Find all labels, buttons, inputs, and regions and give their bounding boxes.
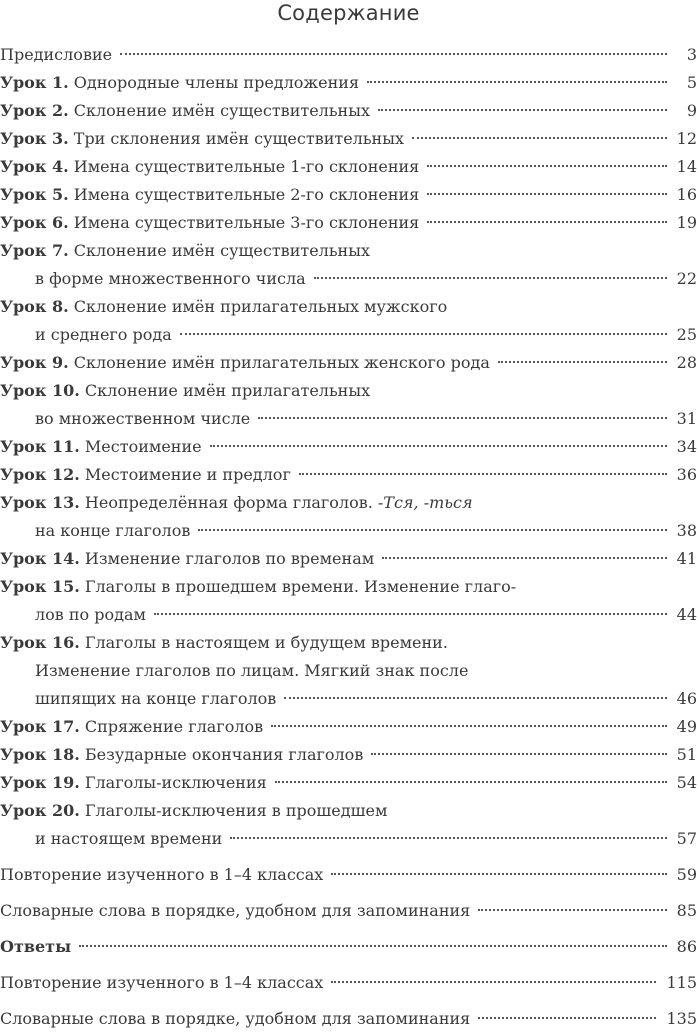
page-number: 22 — [676, 269, 697, 288]
entry-text: Повторение изученного в 1–4 классах — [0, 865, 324, 884]
page-number: 57 — [676, 829, 697, 848]
entry-text: Глаголы в настоящем и будущем времени. — [84, 633, 448, 652]
entry-text: Безударные окончания глаголов — [84, 745, 364, 764]
dot-leader — [498, 361, 667, 363]
lesson-label: Урок 9. — [0, 353, 69, 372]
lesson-label: Урок 11. — [0, 437, 80, 456]
entry-text-italic: -Тся, -ться — [377, 493, 473, 512]
lesson-label: Урок 13. — [0, 493, 80, 512]
dot-leader — [427, 193, 666, 195]
section-spacer — [0, 961, 697, 969]
entry-text: Глаголы-исключения — [84, 773, 267, 792]
entry-text-continued: лов по родам — [35, 605, 146, 624]
dot-leader — [412, 137, 667, 139]
lesson-label: Урок 3. — [0, 129, 69, 148]
lesson-label: Урок 20. — [0, 801, 80, 820]
toc-entry-lesson-5[interactable] — [0, 181, 697, 209]
toc-entry-vocabulary-answers[interactable] — [0, 1005, 697, 1033]
entry-text: Имена существительные 2-го склонения — [73, 185, 420, 204]
dot-leader — [427, 221, 666, 223]
page-number: 59 — [676, 865, 697, 884]
page-number: 34 — [676, 437, 697, 456]
dot-leader — [427, 165, 666, 167]
entry-text-continued: и настоящем времени — [35, 829, 223, 848]
toc-entry-lesson-16[interactable] — [0, 629, 697, 713]
entry-text: Однородные члены предложения — [73, 73, 360, 92]
entry-text: Словарные слова в порядке, удобном для запоминания — [0, 1009, 471, 1028]
entry-text: Местоимение и предлог — [84, 465, 291, 484]
dot-leader — [371, 753, 666, 755]
section-spacer — [0, 853, 697, 861]
toc-entry-review[interactable] — [0, 861, 697, 889]
page-number: 5 — [686, 73, 697, 92]
dot-leader — [299, 473, 667, 475]
dot-leader — [478, 909, 666, 911]
page-number: 46 — [676, 689, 697, 708]
toc-entry-lesson-2[interactable] — [0, 97, 697, 125]
lesson-label: Урок 19. — [0, 773, 80, 792]
page-number: 14 — [676, 157, 697, 176]
entry-text: Местоимение — [84, 437, 202, 456]
entry-text-continued: во множественном числе — [35, 409, 251, 428]
lesson-label: Урок 6. — [0, 213, 69, 232]
toc-entry-preface[interactable] — [0, 41, 697, 69]
entry-text: Имена существительные 1-го склонения — [73, 157, 420, 176]
lesson-label: Урок 4. — [0, 157, 69, 176]
entry-text: Склонение имён прилагательных мужского — [73, 297, 448, 316]
entry-text: Склонение имён прилагательных женского рода — [73, 353, 490, 372]
lesson-label: Урок 8. — [0, 297, 69, 316]
dot-leader — [180, 333, 667, 335]
lesson-label: Урок 5. — [0, 185, 69, 204]
dot-leader — [478, 1017, 656, 1019]
toc-entry-lesson-13[interactable] — [0, 489, 697, 545]
toc-entry-lesson-7[interactable] — [0, 237, 697, 293]
lesson-label: Урок 7. — [0, 241, 69, 260]
entry-text-continued: шипящих на конце глаголов — [35, 689, 277, 708]
toc-entry-answers[interactable] — [0, 933, 697, 961]
entry-text: Склонение имён существительных — [73, 241, 370, 260]
dot-leader — [271, 725, 667, 727]
dot-leader — [154, 613, 667, 615]
entry-text: Неопределённая форма глаголов. — [84, 493, 373, 512]
answers-label: Ответы — [0, 937, 72, 956]
dot-leader — [331, 873, 666, 875]
toc-entry-lesson-18[interactable] — [0, 741, 697, 769]
lesson-label: Урок 1. — [0, 73, 69, 92]
dot-leader — [198, 529, 666, 531]
entry-text-continued: и среднего рода — [35, 325, 172, 344]
section-spacer — [0, 889, 697, 897]
page-number: 28 — [676, 353, 697, 372]
toc-entry-lesson-6[interactable] — [0, 209, 697, 237]
toc-entry-lesson-9[interactable] — [0, 349, 697, 377]
dot-leader — [258, 417, 666, 419]
toc-entry-lesson-1[interactable] — [0, 69, 697, 97]
toc-entry-lesson-3[interactable] — [0, 125, 697, 153]
dot-leader — [382, 557, 666, 559]
page-number: 36 — [676, 465, 697, 484]
dot-leader — [230, 837, 666, 839]
page-number: 115 — [666, 973, 697, 992]
entry-text: Имена существительные 3-го склонения — [73, 213, 420, 232]
dot-leader — [331, 981, 656, 983]
toc-entry-lesson-10[interactable] — [0, 377, 697, 433]
page-number: 51 — [676, 745, 697, 764]
toc-entry-lesson-17[interactable] — [0, 713, 697, 741]
entry-text: Три склонения имён существительных — [73, 129, 404, 148]
lesson-label: Урок 17. — [0, 717, 80, 736]
dot-leader — [79, 945, 667, 947]
dot-leader — [120, 53, 667, 55]
toc-entry-lesson-12[interactable] — [0, 461, 697, 489]
dot-leader — [275, 781, 667, 783]
lesson-label: Урок 12. — [0, 465, 80, 484]
toc-entry-vocabulary[interactable] — [0, 897, 697, 925]
entry-text: Предисловие — [0, 45, 113, 64]
toc-entry-lesson-8[interactable] — [0, 293, 697, 349]
entry-text: Склонение имён существительных — [73, 101, 370, 120]
toc-entry-lesson-20[interactable] — [0, 797, 697, 853]
entry-text: Повторение изученного в 1–4 классах — [0, 973, 324, 992]
entry-text: Спряжение глаголов — [84, 717, 264, 736]
entry-text: Изменение глаголов по временам — [84, 549, 375, 568]
entry-text-continued: в форме множественного числа — [35, 269, 306, 288]
entry-text-continued: на конце глаголов — [35, 521, 191, 540]
page-number: 41 — [676, 549, 697, 568]
page-number: 3 — [686, 45, 697, 64]
page-number: 31 — [676, 409, 697, 428]
table-of-contents — [0, 41, 697, 1033]
toc-entry-review-answers[interactable] — [0, 969, 697, 997]
page-number: 9 — [686, 101, 697, 120]
lesson-label: Урок 2. — [0, 101, 69, 120]
page-number: 49 — [676, 717, 697, 736]
toc-entry-lesson-19[interactable] — [0, 769, 697, 797]
page-number: 44 — [676, 605, 697, 624]
dot-leader — [210, 445, 667, 447]
page-number: 19 — [676, 213, 697, 232]
page-number: 54 — [676, 773, 697, 792]
page-number: 38 — [676, 521, 697, 540]
dot-leader — [378, 109, 667, 111]
section-spacer — [0, 997, 697, 1005]
entry-text: Словарные слова в порядке, удобном для запоминания — [0, 901, 471, 920]
toc-entry-lesson-11[interactable] — [0, 433, 697, 461]
dot-leader — [314, 277, 667, 279]
lesson-label: Урок 16. — [0, 633, 80, 652]
dot-leader — [367, 81, 667, 83]
page-title: Содержание — [277, 1, 420, 25]
entry-text: Глаголы в прошедшем времени. Изменение глаго- — [84, 577, 517, 596]
entry-text: Глаголы-исключения в прошедшем — [84, 801, 388, 820]
section-spacer — [0, 925, 697, 933]
page-number: 86 — [676, 937, 697, 956]
page-number: 85 — [676, 901, 697, 920]
lesson-label: Урок 18. — [0, 745, 80, 764]
entry-text: Склонение имён прилагательных — [84, 381, 371, 400]
toc-entry-lesson-15[interactable] — [0, 573, 697, 629]
toc-entry-lesson-14[interactable] — [0, 545, 697, 573]
lesson-label: Урок 10. — [0, 381, 80, 400]
lesson-label: Урок 15. — [0, 577, 80, 596]
lesson-label: Урок 14. — [0, 549, 80, 568]
page-number: 16 — [676, 185, 697, 204]
entry-text-continued: Изменение глаголов по лицам. Мягкий знак после — [35, 661, 469, 680]
dot-leader — [284, 697, 666, 699]
page-number: 12 — [676, 129, 697, 148]
toc-entry-lesson-4[interactable] — [0, 153, 697, 181]
page-number: 135 — [666, 1009, 697, 1028]
page-number: 25 — [676, 325, 697, 344]
